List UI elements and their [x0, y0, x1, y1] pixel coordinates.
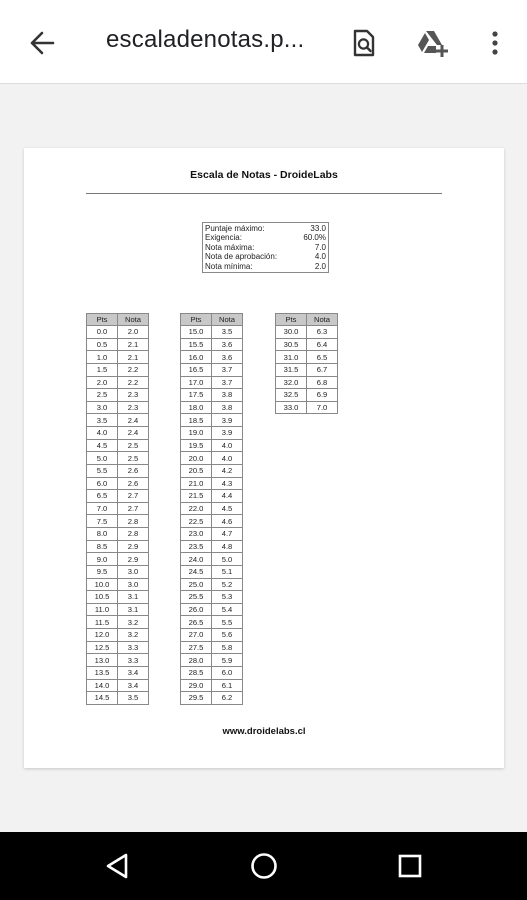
points-cell: 30.5: [276, 338, 307, 351]
add-to-drive-icon[interactable]: [415, 26, 449, 60]
grade-cell: 5.3: [212, 591, 243, 604]
grade-table-3: [275, 313, 338, 414]
points-cell: 27.0: [181, 629, 212, 642]
points-cell: 7.0: [87, 502, 118, 515]
points-cell: 2.5: [87, 389, 118, 402]
table-row: [276, 351, 338, 364]
title-divider: [86, 193, 442, 194]
table-row: [181, 540, 243, 553]
points-cell: 30.0: [276, 326, 307, 339]
points-cell: 24.0: [181, 553, 212, 566]
grade-cell: 6.3: [307, 326, 338, 339]
column-header-nota: Nota: [118, 314, 149, 326]
column-header-pts: Pts: [87, 314, 118, 326]
points-cell: 28.0: [181, 654, 212, 667]
back-triangle-icon[interactable]: [101, 849, 135, 883]
points-cell: 11.0: [87, 603, 118, 616]
table-row: [87, 502, 149, 515]
grade-cell: 2.3: [118, 401, 149, 414]
grade-cell: 2.5: [118, 452, 149, 465]
table-row: [87, 452, 149, 465]
summary-row: [205, 224, 326, 233]
points-cell: 6.5: [87, 490, 118, 503]
summary-row: [205, 252, 326, 261]
table-row: [87, 427, 149, 440]
grade-cell: 6.9: [307, 389, 338, 402]
table-row: [181, 427, 243, 440]
summary-value: 33.0: [310, 224, 326, 233]
pdf-viewer[interactable]: [0, 84, 527, 832]
points-cell: 10.5: [87, 591, 118, 604]
grade-cell: 2.8: [118, 515, 149, 528]
points-cell: 32.5: [276, 389, 307, 402]
recents-square-icon[interactable]: [393, 849, 427, 883]
grade-cell: 3.8: [212, 401, 243, 414]
table-row: [87, 654, 149, 667]
table-row: [87, 401, 149, 414]
grade-cell: 3.1: [118, 603, 149, 616]
grade-cell: 3.5: [212, 326, 243, 339]
table-row: [276, 401, 338, 414]
table-row: [87, 641, 149, 654]
table-row: [87, 692, 149, 705]
grade-cell: 2.5: [118, 439, 149, 452]
table-row: [87, 490, 149, 503]
grade-cell: 4.0: [212, 452, 243, 465]
table-row: [181, 351, 243, 364]
grade-cell: 3.1: [118, 591, 149, 604]
table-row: [87, 629, 149, 642]
summary-label: Nota de aprobación:: [205, 252, 278, 262]
points-cell: 19.5: [181, 439, 212, 452]
points-cell: 4.0: [87, 427, 118, 440]
summary-value: 7.0: [314, 242, 326, 252]
points-cell: 4.5: [87, 439, 118, 452]
table-row: [181, 591, 243, 604]
grade-cell: 4.8: [212, 540, 243, 553]
grade-cell: 3.0: [118, 578, 149, 591]
points-cell: 23.0: [181, 528, 212, 541]
grade-cell: 3.6: [212, 351, 243, 364]
points-cell: 9.5: [87, 565, 118, 578]
points-cell: 26.0: [181, 603, 212, 616]
grade-cell: 2.1: [118, 351, 149, 364]
table-row: [181, 553, 243, 566]
points-cell: 3.5: [87, 414, 118, 427]
points-cell: 0.0: [87, 326, 118, 339]
table-header-row: [181, 314, 243, 326]
table-row: [181, 464, 243, 477]
table-row: [181, 414, 243, 427]
points-cell: 22.5: [181, 515, 212, 528]
points-cell: 22.0: [181, 502, 212, 515]
summary-label: Exigencia:: [205, 233, 242, 243]
table-row: [181, 679, 243, 692]
table-row: [87, 477, 149, 490]
grade-cell: 6.4: [307, 338, 338, 351]
table-row: [181, 363, 243, 376]
grade-cell: 2.9: [118, 540, 149, 553]
points-cell: 14.0: [87, 679, 118, 692]
grade-cell: 6.2: [212, 692, 243, 705]
points-cell: 3.0: [87, 401, 118, 414]
grade-cell: 6.7: [307, 363, 338, 376]
grade-cell: 2.4: [118, 427, 149, 440]
grade-cell: 5.5: [212, 616, 243, 629]
grade-cell: 4.7: [212, 528, 243, 541]
grade-cell: 3.9: [212, 427, 243, 440]
table-row: [87, 376, 149, 389]
grade-cell: 2.9: [118, 553, 149, 566]
table-row: [181, 401, 243, 414]
grade-cell: 5.2: [212, 578, 243, 591]
table-row: [87, 578, 149, 591]
table-row: [181, 502, 243, 515]
grade-cell: 5.9: [212, 654, 243, 667]
system-nav-bar: [0, 832, 527, 900]
grade-cell: 7.0: [307, 401, 338, 414]
grade-cell: 2.7: [118, 490, 149, 503]
table-row: [87, 515, 149, 528]
grade-table-1: [86, 313, 149, 705]
points-cell: 6.0: [87, 477, 118, 490]
table-row: [276, 326, 338, 339]
table-row: [181, 654, 243, 667]
table-row: [181, 641, 243, 654]
grade-cell: 3.8: [212, 389, 243, 402]
table-row: [181, 477, 243, 490]
home-circle-icon[interactable]: [247, 849, 281, 883]
table-row: [181, 578, 243, 591]
grade-cell: 3.6: [212, 338, 243, 351]
column-header-nota: Nota: [307, 314, 338, 326]
grade-cell: 3.2: [118, 616, 149, 629]
points-cell: 17.0: [181, 376, 212, 389]
points-cell: 13.5: [87, 666, 118, 679]
table-row: [87, 414, 149, 427]
table-row: [87, 363, 149, 376]
summary-row: [205, 262, 326, 271]
points-cell: 0.5: [87, 338, 118, 351]
grade-cell: 2.3: [118, 389, 149, 402]
points-cell: 16.0: [181, 351, 212, 364]
grade-cell: 5.8: [212, 641, 243, 654]
points-cell: 24.5: [181, 565, 212, 578]
table-row: [87, 679, 149, 692]
grade-cell: 3.2: [118, 629, 149, 642]
table-row: [87, 464, 149, 477]
grade-cell: 3.4: [118, 679, 149, 692]
grade-cell: 3.3: [118, 654, 149, 667]
table-row: [87, 666, 149, 679]
grade-cell: 4.0: [212, 439, 243, 452]
grade-cell: 3.5: [118, 692, 149, 705]
table-row: [276, 389, 338, 402]
points-cell: 21.5: [181, 490, 212, 503]
table-row: [181, 439, 243, 452]
table-row: [181, 616, 243, 629]
file-title: escaladenotas.p...: [106, 26, 305, 53]
table-row: [276, 363, 338, 376]
points-cell: 19.0: [181, 427, 212, 440]
points-cell: 33.0: [276, 401, 307, 414]
points-cell: 11.5: [87, 616, 118, 629]
points-cell: 5.0: [87, 452, 118, 465]
column-header-pts: Pts: [181, 314, 212, 326]
grade-cell: 2.0: [118, 326, 149, 339]
summary-value: 60.0%: [303, 233, 326, 243]
table-row: [87, 389, 149, 402]
table-row: [181, 629, 243, 642]
table-row: [181, 692, 243, 705]
grade-cell: 6.1: [212, 679, 243, 692]
points-cell: 23.5: [181, 540, 212, 553]
grade-cell: 3.0: [118, 565, 149, 578]
points-cell: 31.5: [276, 363, 307, 376]
search-document-icon[interactable]: [346, 26, 380, 60]
points-cell: 14.5: [87, 692, 118, 705]
points-cell: 8.0: [87, 528, 118, 541]
points-cell: 12.5: [87, 641, 118, 654]
grade-cell: 5.4: [212, 603, 243, 616]
points-cell: 27.5: [181, 641, 212, 654]
points-cell: 13.0: [87, 654, 118, 667]
more-vert-icon[interactable]: [478, 26, 512, 60]
grade-cell: 2.2: [118, 376, 149, 389]
summary-label: Nota mínima:: [205, 261, 253, 271]
summary-box: [202, 222, 329, 273]
table-row: [87, 351, 149, 364]
points-cell: 15.5: [181, 338, 212, 351]
points-cell: 1.0: [87, 351, 118, 364]
points-cell: 20.0: [181, 452, 212, 465]
grade-cell: 3.4: [118, 666, 149, 679]
points-cell: 15.0: [181, 326, 212, 339]
grade-cell: 2.7: [118, 502, 149, 515]
points-cell: 7.5: [87, 515, 118, 528]
grade-cell: 2.1: [118, 338, 149, 351]
points-cell: 1.5: [87, 363, 118, 376]
table-header-row: [276, 314, 338, 326]
grade-cell: 2.6: [118, 464, 149, 477]
pdf-page: [24, 148, 504, 768]
points-cell: 31.0: [276, 351, 307, 364]
table-row: [181, 389, 243, 402]
points-cell: 8.5: [87, 540, 118, 553]
column-header-nota: Nota: [212, 314, 243, 326]
grade-cell: 5.6: [212, 629, 243, 642]
summary-value: 2.0: [314, 261, 326, 271]
points-cell: 18.0: [181, 401, 212, 414]
points-cell: 10.0: [87, 578, 118, 591]
table-row: [87, 540, 149, 553]
back-arrow-icon[interactable]: [22, 26, 62, 60]
grade-cell: 3.7: [212, 376, 243, 389]
table-row: [87, 338, 149, 351]
points-cell: 20.5: [181, 464, 212, 477]
footer-url: www.droidelabs.cl: [222, 726, 306, 737]
table-row: [181, 490, 243, 503]
summary-row: [205, 233, 326, 242]
points-cell: 29.0: [181, 679, 212, 692]
table-row: [276, 338, 338, 351]
table-row: [87, 439, 149, 452]
grade-cell: 4.6: [212, 515, 243, 528]
points-cell: 16.5: [181, 363, 212, 376]
points-cell: 17.5: [181, 389, 212, 402]
table-row: [181, 528, 243, 541]
points-cell: 25.5: [181, 591, 212, 604]
grade-cell: 4.4: [212, 490, 243, 503]
table-row: [87, 326, 149, 339]
table-row: [87, 591, 149, 604]
summary-label: Nota máxima:: [205, 242, 255, 252]
points-cell: 5.5: [87, 464, 118, 477]
grade-cell: 2.6: [118, 477, 149, 490]
summary-row: [205, 243, 326, 252]
table-row: [181, 666, 243, 679]
points-cell: 12.0: [87, 629, 118, 642]
table-row: [87, 565, 149, 578]
grade-cell: 6.8: [307, 376, 338, 389]
grade-cell: 4.2: [212, 464, 243, 477]
table-row: [181, 376, 243, 389]
grade-cell: 3.3: [118, 641, 149, 654]
table-row: [181, 452, 243, 465]
app-bar: [0, 0, 527, 84]
grade-cell: 2.4: [118, 414, 149, 427]
grade-cell: 5.0: [212, 553, 243, 566]
points-cell: 28.5: [181, 666, 212, 679]
points-cell: 25.0: [181, 578, 212, 591]
grade-cell: 4.3: [212, 477, 243, 490]
points-cell: 32.0: [276, 376, 307, 389]
table-row: [181, 338, 243, 351]
table-row: [181, 603, 243, 616]
table-header-row: [87, 314, 149, 326]
table-row: [87, 553, 149, 566]
table-row: [181, 515, 243, 528]
table-row: [87, 528, 149, 541]
table-row: [87, 603, 149, 616]
grade-table-2: [180, 313, 243, 705]
points-cell: 29.5: [181, 692, 212, 705]
grade-cell: 3.9: [212, 414, 243, 427]
grade-cell: 4.5: [212, 502, 243, 515]
grade-cell: 6.0: [212, 666, 243, 679]
table-row: [87, 616, 149, 629]
points-cell: 9.0: [87, 553, 118, 566]
table-row: [181, 326, 243, 339]
grade-cell: 6.5: [307, 351, 338, 364]
grade-cell: 5.1: [212, 565, 243, 578]
document-title: Escala de Notas - DroideLabs: [190, 169, 338, 181]
table-row: [181, 565, 243, 578]
table-row: [276, 376, 338, 389]
points-cell: 26.5: [181, 616, 212, 629]
summary-value: 4.0: [314, 252, 326, 262]
points-cell: 2.0: [87, 376, 118, 389]
grade-cell: 3.7: [212, 363, 243, 376]
column-header-pts: Pts: [276, 314, 307, 326]
points-cell: 21.0: [181, 477, 212, 490]
grade-cell: 2.2: [118, 363, 149, 376]
grade-cell: 2.8: [118, 528, 149, 541]
points-cell: 18.5: [181, 414, 212, 427]
summary-label: Puntaje máximo:: [205, 224, 265, 233]
